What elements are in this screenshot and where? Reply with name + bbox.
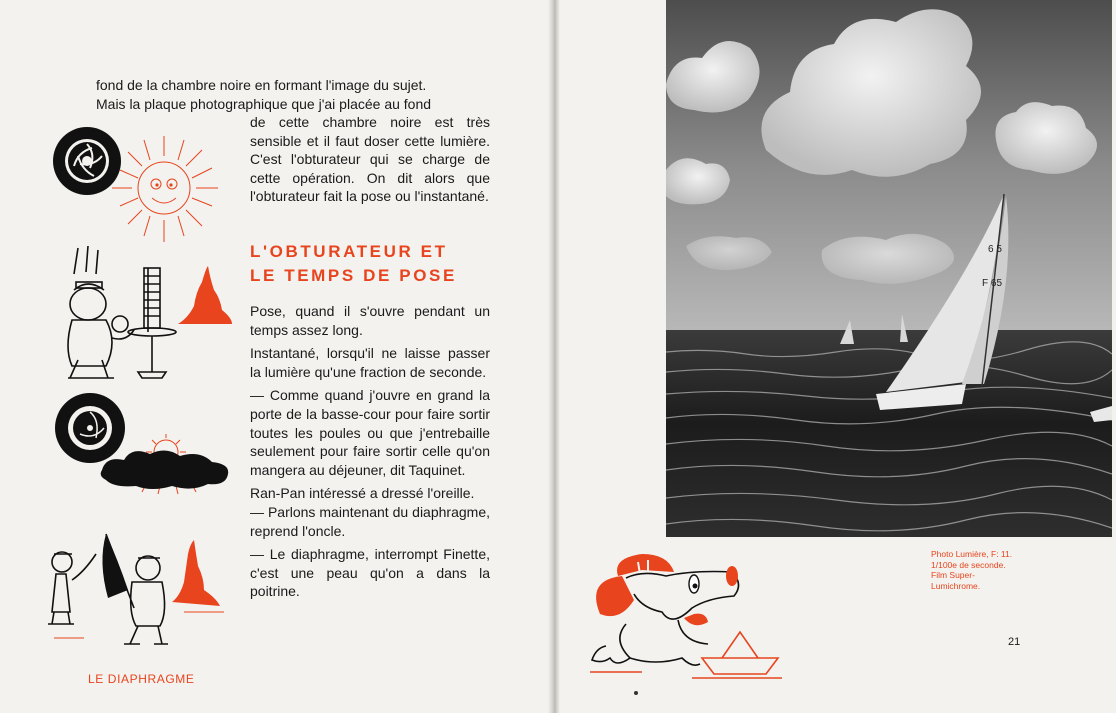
sail-number-upper: 6 5: [988, 244, 1002, 255]
sailboat-photo: [666, 0, 1112, 537]
paragraph: Ran-Pan intéressé a dressé l'oreille.: [250, 485, 475, 502]
paragraph: — Parlons maintenant du diaphragme, reprend l'oncle.: [250, 503, 490, 539]
page-number: 21: [1008, 636, 1021, 648]
waiting-man-illustration: [48, 238, 234, 388]
dog-with-paper-boat-illustration: [582, 548, 788, 684]
photo-caption: Photo Lumière, F: 11. 1/100e de seconde. Film Super-Lumichrome.: [931, 549, 1013, 591]
footer-caption: LE DIAPHRAGME: [88, 672, 195, 686]
intro-continuation-text: de cette chambre noire est très sensible et il faut doser cette lumière. C'est l'obturateur qui se charge de cette opération. On dit alors que l'obturateur fait la pose ou l'instantané.: [250, 114, 490, 205]
book-gutter: [548, 0, 560, 713]
intro-text: [96, 76, 490, 113]
intro-continuation: [250, 113, 490, 206]
paragraph: Pose, quand il s'ouvre pendant un temps assez long.: [250, 303, 490, 338]
paragraph: — Le diaphragme, interrompt Finette, c'est une peau qu'on a dans la poitrine.: [250, 546, 490, 600]
sun-behind-cloud-icon: [96, 434, 232, 496]
umbrella-men-illustration: [44, 532, 234, 656]
intro-line-1: fond de la chambre noire en formant l'image du sujet.: [96, 77, 427, 93]
paragraph: — Comme quand j'ouvre en grand la porte de la basse-cour pour faire sortir toutes les poules ou que j'entrebaille seulement pour faire sortir celle qu'on mangera au déjeuner, dit Taquinet.: [250, 387, 490, 478]
section-heading-line-2: LE TEMPS DE POSE: [250, 266, 457, 285]
sun-face-icon: [108, 128, 224, 248]
section-heading: [250, 240, 510, 288]
sail-number-lower: F 65: [982, 278, 1003, 289]
paragraph: Instantané, lorsqu'il ne laisse passer la lumière qu'une fraction de seconde.: [250, 345, 490, 380]
body-text: [250, 302, 490, 606]
page-speck: [634, 691, 638, 695]
section-heading-line-1: L'OBTURATEUR ET: [250, 242, 448, 261]
intro-line-2: Mais la plaque photographique que j'ai placée au fond: [96, 95, 432, 112]
